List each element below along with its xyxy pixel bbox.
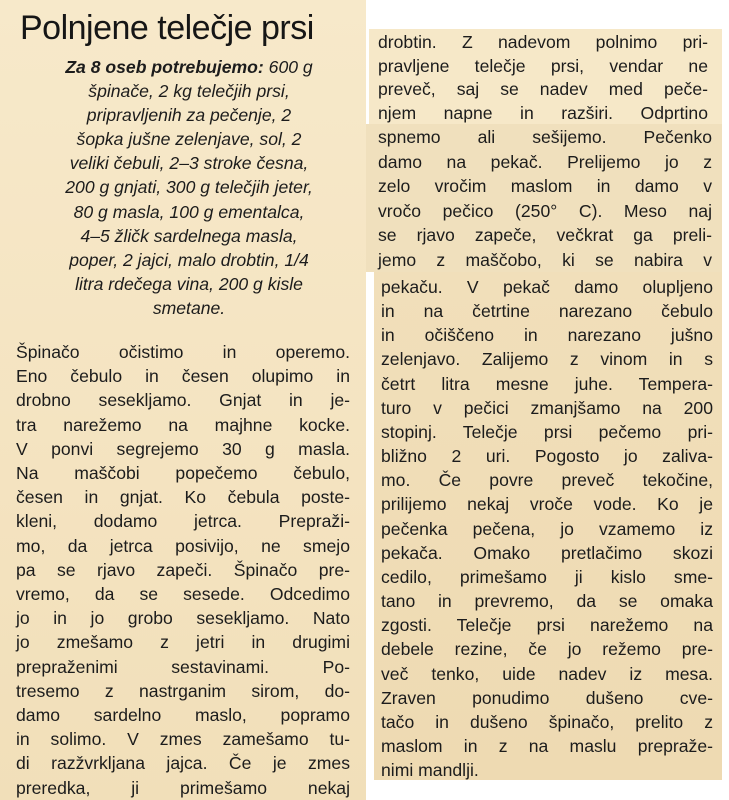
ingredients-line: šopka jušne zelenjave, sol, 2 <box>76 129 302 150</box>
text-line: debele rezine, če jo režemo pre- <box>381 639 713 660</box>
text-line: pekaču. V pekač damo olupljeno <box>381 277 713 297</box>
left-column-text <box>16 340 350 800</box>
ingredients-line: poper, 2 jajci, malo drobtin, 1/4 <box>69 249 309 270</box>
text-line: zgosti. Telečje prsi narežemo na <box>381 615 713 636</box>
text-line: tačo in dušeno špinačo, prelito z <box>381 711 713 732</box>
text-line: pa se rjavo zapeči. Špinačo pre- <box>16 559 350 580</box>
text-line: četrt litra mesne juhe. Tempera- <box>381 373 713 394</box>
ingredients-paragraph <box>34 55 344 320</box>
ingredients-line: litra rdečega vina, 200 g kisle <box>75 273 303 294</box>
ingredients-line: smetane. <box>152 297 226 318</box>
text-line: tresemo z nastrganim sirom, do- <box>16 680 350 701</box>
text-line: damo sardelno maslo, popramo <box>16 705 350 726</box>
text-line: Eno čebulo in česen olupimo in <box>16 366 350 387</box>
text-line: mo. Če povre preveč tekočine, <box>381 470 713 491</box>
ingredients-lines <box>65 57 312 318</box>
text-line: prilijemo nekaj vroče vode. Ko je <box>381 494 713 515</box>
text-line: V ponvi segrejemo 30 g masla. <box>16 438 350 459</box>
text-line: več tenko, uide nadev iz mesa. <box>381 663 713 684</box>
text-line: damo na pekač. Prelijemo jo z <box>378 151 712 172</box>
text-line: se rjavo zapeče, večkrat ga preli- <box>378 225 712 246</box>
text-line: pravljene telečje prsi, vendar ne <box>378 55 708 76</box>
text-line: in očiščeno in narezano jušno <box>381 325 713 346</box>
text-line: preredka, ji primešamo nekaj <box>16 777 350 798</box>
text-line: spnemo ali sešijemo. Pečenko <box>378 127 712 147</box>
text-line: in solimo. V zmes zamešamo tu- <box>16 729 350 750</box>
ingredients-line: 200 g gnjati, 300 g telečjih jeter, <box>65 177 313 198</box>
ingredients-line: pripravljenih za pečenje, 2 <box>86 105 292 126</box>
text-line: drobtin. Z nadevom polnimo pri- <box>378 32 708 52</box>
text-line: pečenka pečena, jo vzamemo iz <box>381 518 713 539</box>
text-line: drobno sesekljamo. Gnjat in je- <box>16 390 350 411</box>
text-line: njem napne in razširi. Odprtino <box>378 102 708 123</box>
text-line: prepraženimi sestavinami. Po- <box>16 656 350 677</box>
text-line: maslom in z na maslu prepraže- <box>381 735 713 756</box>
text-line: tra narežemo na majhne kocke. <box>16 414 350 435</box>
text-line: vremo, da se sesede. Odcedimo <box>16 584 350 605</box>
text-line: bližno 2 uri. Pogosto jo zaliva- <box>381 446 713 467</box>
recipe-title: Polnjene telečje prsi <box>20 9 314 47</box>
text-line: jo in jo grobo sesekljamo. Nato <box>16 608 350 629</box>
text-line: jo zmešamo z jetri in drugimi <box>16 632 350 653</box>
text-line: Špinačo očistimo in operemo. <box>16 342 350 362</box>
ingredients-line: veliki čebuli, 2–3 stroke česna, <box>69 153 309 174</box>
ingredients-line: 600 g <box>268 57 313 77</box>
text-line: turo v pečici zmanjšamo na 200 <box>381 397 713 418</box>
text-line: mo, da jetrca posivijo, ne smejo <box>16 535 350 556</box>
text-line: zelenjavo. Zalijemo z vinom in s <box>381 349 713 370</box>
text-line: zelo vročim maslom in damo v <box>378 176 712 197</box>
right-bottom-text <box>381 275 713 782</box>
text-line: in na četrtine narezano čebulo <box>381 301 713 322</box>
right-middle-text <box>378 125 712 273</box>
ingredients-line: 4–5 žličk sardelnega masla, <box>80 225 298 246</box>
text-line: tano in prevremo, da se omaka <box>381 591 713 612</box>
text-line: Na maščobi popečemo čebulo, <box>16 463 350 484</box>
ingredients-line: špinače, 2 kg telečjih prsi, <box>88 81 290 102</box>
text-line: pekača. Omako pretlačimo skozi <box>381 542 713 563</box>
text-line: cedilo, primešamo ji kislo sme- <box>381 566 713 587</box>
text-line: jemo z maščobo, ki se nabira v <box>378 249 712 270</box>
ingredients-line: 80 g masla, 100 g ementalca, <box>73 201 305 222</box>
text-line: nimi mandlji. <box>381 760 479 781</box>
right-top-text <box>378 31 708 125</box>
ingredients-lead: Za 8 oseb potrebujemo: <box>65 57 264 77</box>
text-line: Zraven ponudimo dušeno cve- <box>381 687 713 708</box>
text-line: stopinj. Telečje prsi pečemo pri- <box>381 421 713 442</box>
text-line: kleni, dodamo jetrca. Prepraži- <box>16 511 350 532</box>
text-line: vročo pečico (250° C). Meso naj <box>378 200 712 221</box>
text-line: preveč, saj se nadev med peče- <box>378 79 708 100</box>
text-line: di razžvrkljana jajca. Če je zmes <box>16 753 350 774</box>
text-line: česen in gnjat. Ko čebula poste- <box>16 487 350 508</box>
